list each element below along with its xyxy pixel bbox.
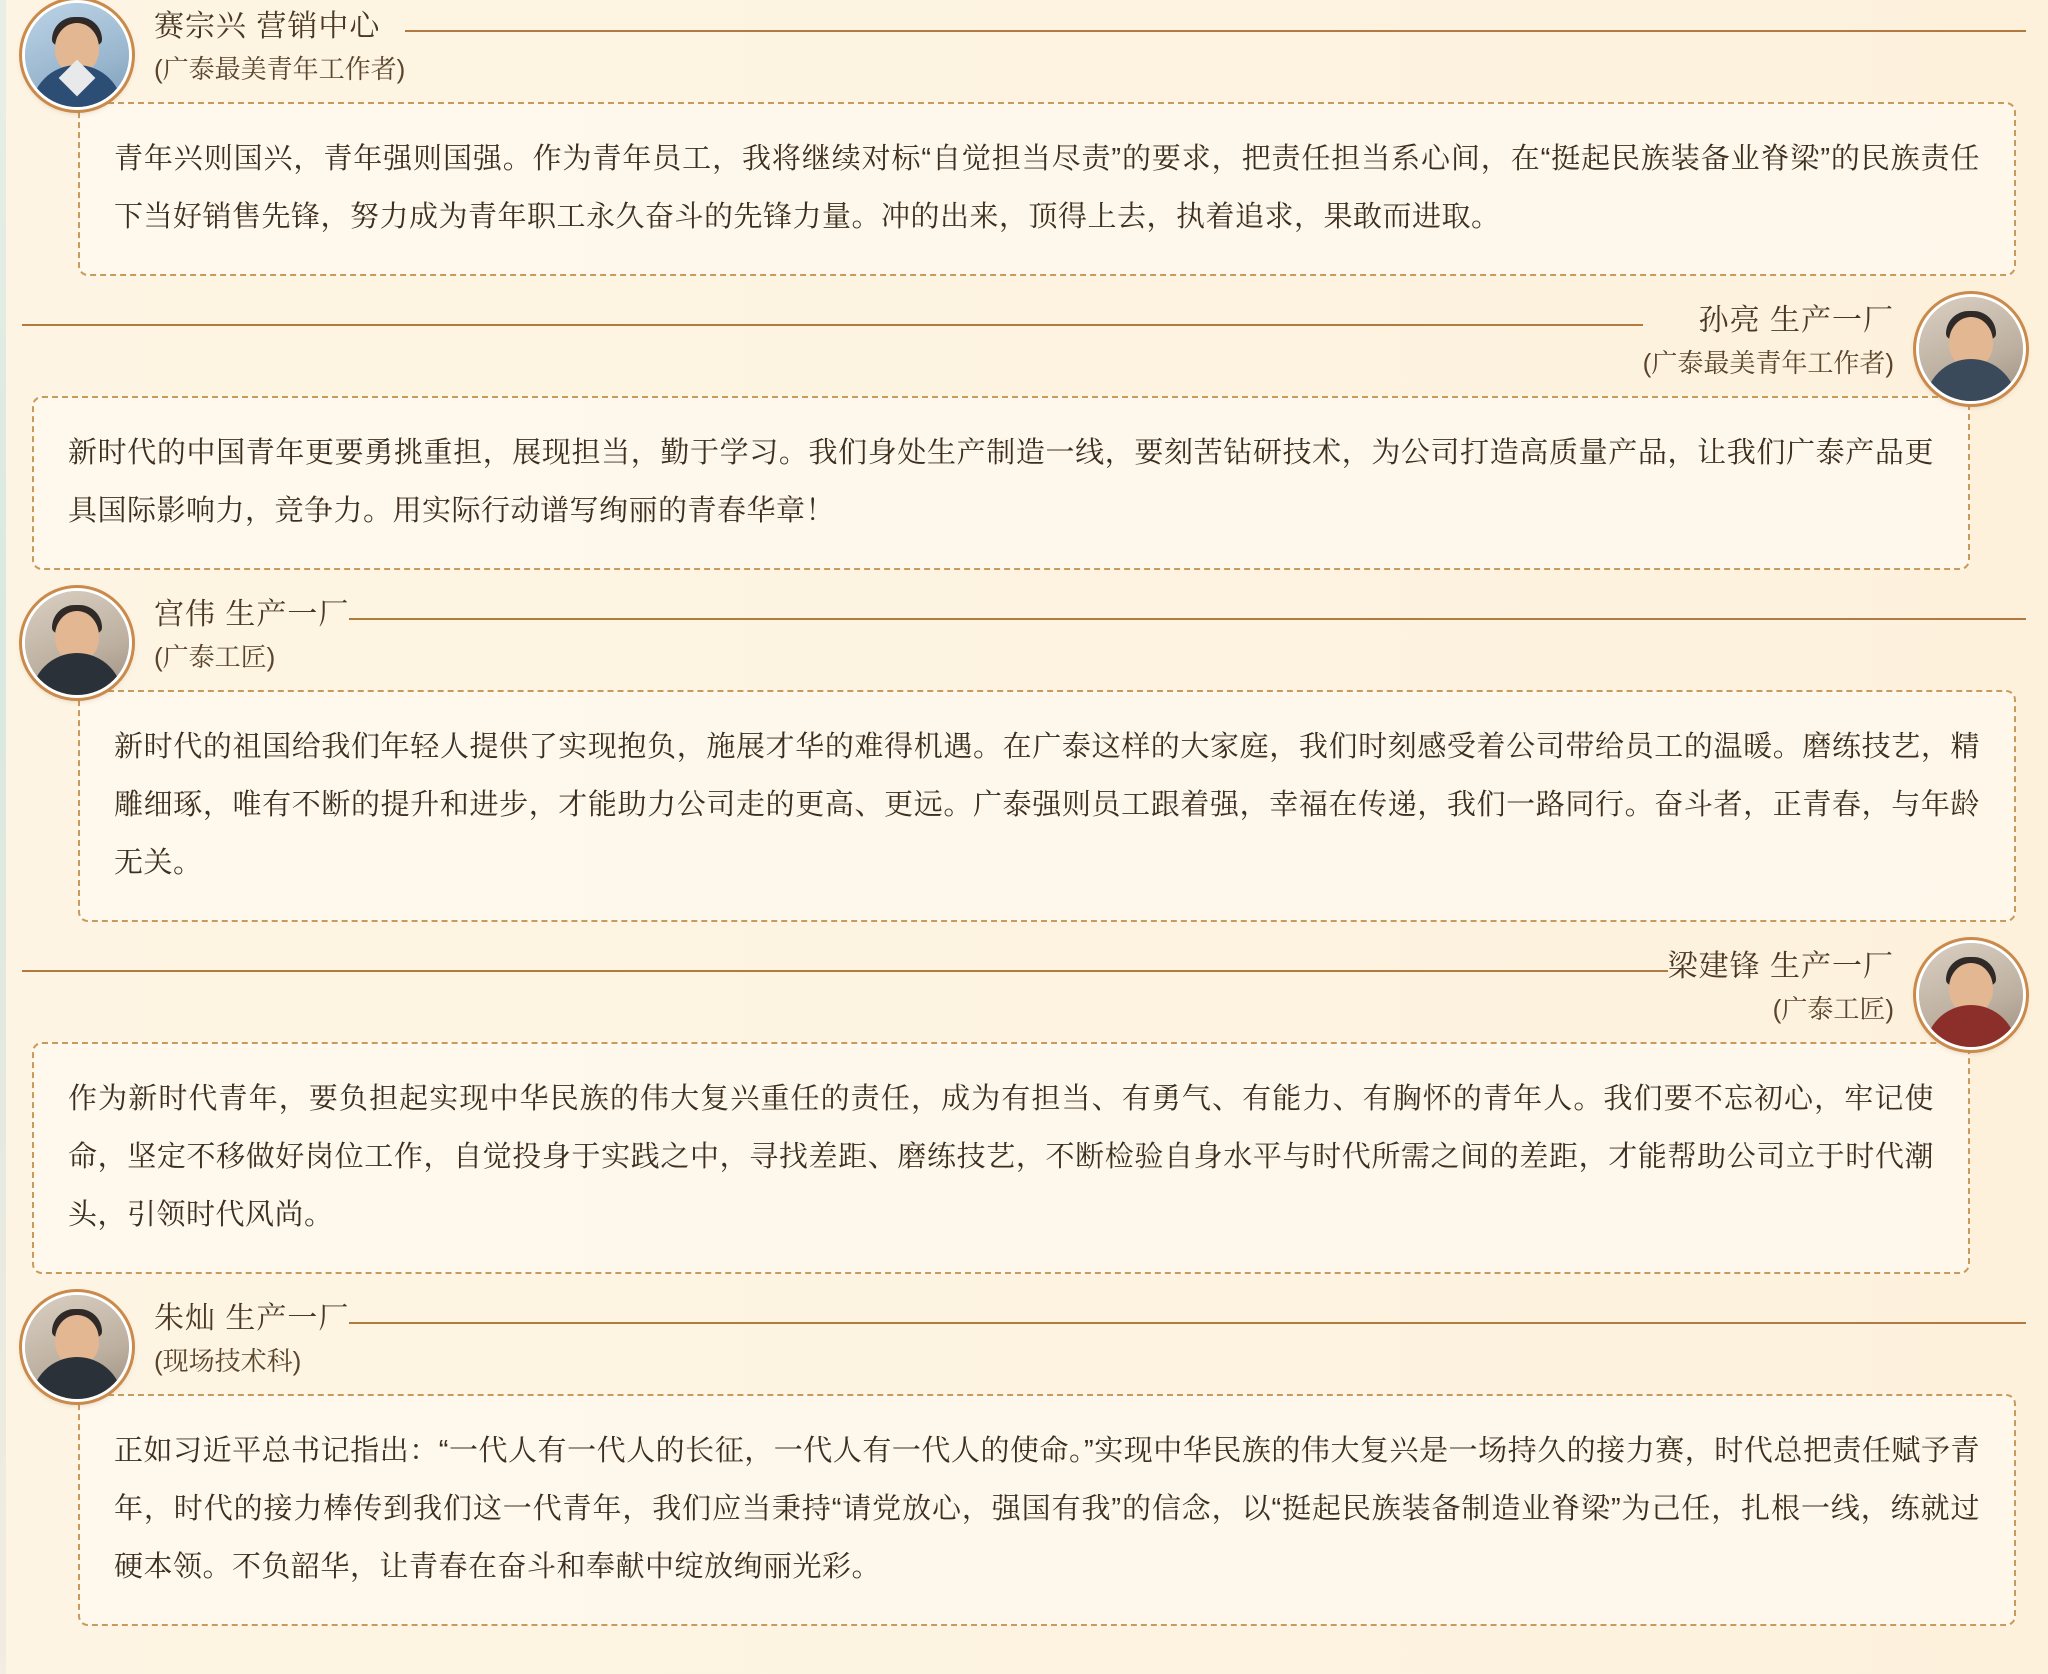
speaker-honor: (广泰工匠) [154,641,276,672]
quote-box [78,102,2016,276]
avatar [1916,940,2026,1050]
quote-text: 青年兴则国兴，青年强则国强。作为青年员工，我将继续对标“自觉担当尽责”的要求，把责任担当系心间，在“挺起民族装备业脊梁”的民族责任下当好销售先锋，努力成为青年职工永久奋斗的先锋力量。冲的出来，顶得上去，执着追求，果敢而进取。 [114,143,1980,233]
quote-box [32,1042,1970,1274]
speaker-name-role: 孙亮 生产一厂 [1698,304,1894,337]
quote-header [22,940,2026,1052]
quote-text: 新时代的中国青年更要勇挑重担，展现担当，勤于学习。我们身处生产制造一线，要刻苦钻研技术，为公司打造高质量产品，让我们广泰产品更具国际影响力，竞争力。用实际行动谱写绚丽的青春华章！ [68,437,1934,527]
quote-text: 新时代的祖国给我们年轻人提供了实现抱负，施展才华的难得机遇。在广泰这样的大家庭，我们时刻感受着公司带给员工的温暖。磨练技艺，精雕细琢，唯有不断的提升和进步，才能助力公司走的更高、更远。广泰强则员工跟着强，幸福在传递，我们一路同行。奋斗者，正青春，与年龄无关。 [114,731,1980,879]
header-rule [22,324,1643,326]
speaker-name-role: 赛宗兴 营销中心 [154,10,381,43]
avatar [22,588,132,698]
quote-entry [0,0,2048,276]
quote-entry [0,1292,2048,1626]
quote-box [78,1394,2016,1626]
quote-text: 正如习近平总书记指出：“一代人有一代人的长征，一代人有一代人的使命。”实现中华民族的伟大复兴是一场持久的接力赛，时代总把责任赋予青年，时代的接力棒传到我们这一代青年，我们应当秉持“请党放心，强国有我”的信念，以“挺起民族装备制造业脊梁”为己任，扎根一线，练就过硬本领。不负韶华，让青春在奋斗和奉献中绽放绚丽光彩。 [114,1435,1980,1583]
avatar [22,1292,132,1402]
quote-box [32,396,1970,570]
quote-header [22,294,2026,406]
speaker-honor: (广泰最美青年工作者) [154,53,406,84]
quote-header [22,0,2026,112]
speaker-title-block [1668,940,1916,1025]
avatar [1916,294,2026,404]
speaker-honor: (广泰最美青年工作者) [1642,347,1894,378]
speaker-title-block [132,0,405,85]
quote-entry [0,588,2048,922]
quote-header [22,588,2026,700]
header-rule [349,618,2026,620]
speaker-name-role: 朱灿 生产一厂 [154,1302,350,1335]
header-rule [405,30,2026,32]
avatar [22,0,132,110]
quote-entry [0,294,2048,570]
quote-header [22,1292,2026,1404]
quote-text: 作为新时代青年，要负担起实现中华民族的伟大复兴重任的责任，成为有担当、有勇气、有能力、有胸怀的青年人。我们要不忘初心，牢记使命，坚定不移做好岗位工作，自觉投身于实践之中，寻找差距、磨练技艺，不断检验自身水平与时代所需之间的差距，才能帮助公司立于时代潮头，引领时代风尚。 [68,1083,1934,1231]
speaker-name-role: 宫伟 生产一厂 [154,598,350,631]
speaker-title-block [132,1292,349,1377]
speaker-title-block [132,588,349,673]
quote-entry [0,940,2048,1274]
header-rule [349,1322,2026,1324]
speaker-honor: (广泰工匠) [1772,993,1894,1024]
speaker-honor: (现场技术科) [154,1345,302,1376]
speaker-title-block [1643,294,1916,379]
quote-box [78,690,2016,922]
header-rule [22,970,1668,972]
speaker-name-role: 梁建锋 生产一厂 [1667,950,1894,983]
